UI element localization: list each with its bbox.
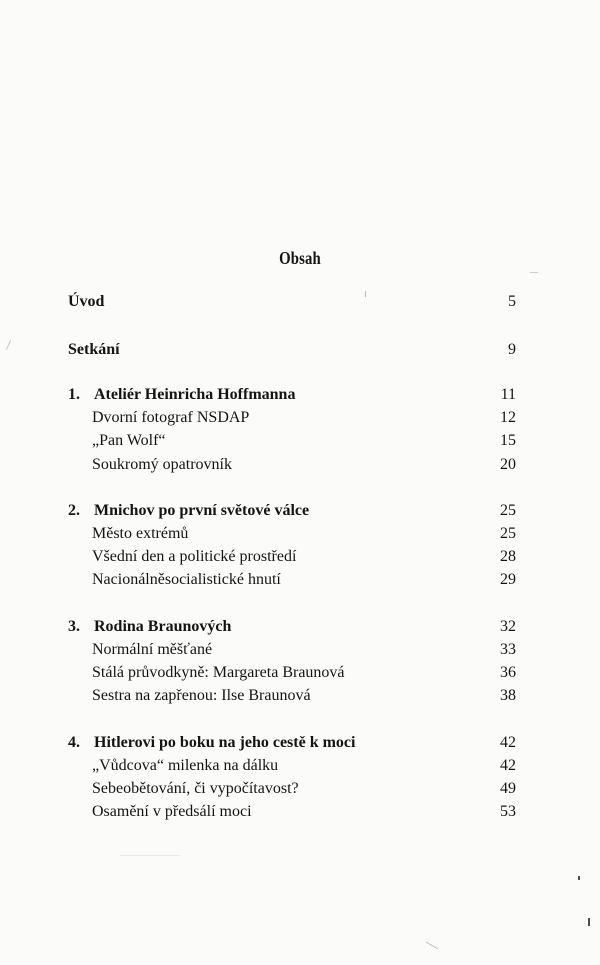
chapter-title: Ateliér Heinricha Hoffmanna	[94, 386, 296, 403]
toc-entry-label: Úvod	[68, 293, 105, 310]
section-title: Sestra na zapřenou: Ilse Braunová	[92, 687, 311, 704]
toc-page-number: 20	[500, 456, 516, 473]
toc-section	[0, 548, 600, 572]
section-title: „Vůdcova“ milenka na dálku	[92, 757, 279, 774]
toc-section	[0, 780, 600, 804]
toc-page-number: 38	[500, 687, 516, 704]
toc-chapter-2	[0, 502, 600, 526]
section-title: Nacionálněsocialistické hnutí	[92, 571, 281, 588]
toc-chapter-3	[0, 618, 600, 642]
toc-section	[0, 525, 600, 549]
toc-section	[0, 641, 600, 665]
toc-page-number: 33	[500, 641, 516, 658]
toc-page-number: 53	[500, 803, 516, 820]
section-title: Město extrémů	[92, 525, 189, 542]
chapter-number: 1.	[68, 386, 80, 403]
section-title: Všední den a politické prostředí	[92, 548, 297, 565]
section-title: „Pan Wolf“	[92, 432, 166, 449]
paper-speck	[588, 918, 590, 926]
toc-section	[0, 409, 600, 433]
toc-section	[0, 757, 600, 781]
toc-page-number: 36	[500, 664, 516, 681]
toc-section	[0, 432, 600, 456]
section-title: Normální měšťané	[92, 641, 213, 658]
toc-entry-intro	[0, 293, 600, 317]
toc-section	[0, 571, 600, 595]
toc-page-number: 25	[500, 502, 516, 519]
chapter-number: 2.	[68, 502, 80, 519]
chapter-title: Mnichov po první světové válce	[94, 502, 310, 519]
toc-page-number: 49	[500, 780, 516, 797]
toc-page-number: 28	[500, 548, 516, 565]
toc-page-number: 42	[500, 757, 516, 774]
paper-speck	[426, 942, 439, 950]
toc-entry-label: Setkání	[68, 341, 120, 358]
paper-speck	[365, 291, 366, 297]
toc-chapter-1	[0, 386, 600, 410]
toc-section	[0, 803, 600, 827]
toc-page-number: 32	[500, 618, 516, 635]
chapter-title: Rodina Braunových	[94, 618, 232, 635]
toc-page-number: 9	[508, 341, 516, 358]
toc-page-number: 5	[508, 293, 516, 310]
paper-speck	[578, 876, 580, 880]
paper-speck	[120, 855, 180, 856]
toc-entry-setkani	[0, 341, 600, 365]
section-title: Sebeobětování, či vypočítavost?	[92, 780, 299, 797]
paper-speck	[530, 272, 538, 273]
section-title: Soukromý opatrovník	[92, 456, 232, 473]
toc-title: Obsah	[279, 248, 321, 268]
toc-page-number: 42	[500, 734, 516, 751]
chapter-number: 4.	[68, 734, 80, 751]
toc-page-number: 12	[500, 409, 516, 426]
toc-section	[0, 687, 600, 711]
chapter-number: 3.	[68, 618, 80, 635]
toc-chapter-4	[0, 734, 600, 758]
section-title: Dvorní fotograf NSDAP	[92, 409, 250, 426]
toc-section	[0, 664, 600, 688]
section-title: Stálá průvodkyně: Margareta Braunová	[92, 664, 345, 681]
toc-page-number: 15	[500, 432, 516, 449]
toc-page-number: 29	[500, 571, 516, 588]
chapter-title: Hitlerovi po boku na jeho cestě k moci	[94, 734, 356, 751]
section-title: Osamění v předsálí moci	[92, 803, 252, 820]
toc-page-number: 11	[500, 386, 516, 403]
toc-page-number: 25	[500, 525, 516, 542]
toc-section	[0, 456, 600, 480]
